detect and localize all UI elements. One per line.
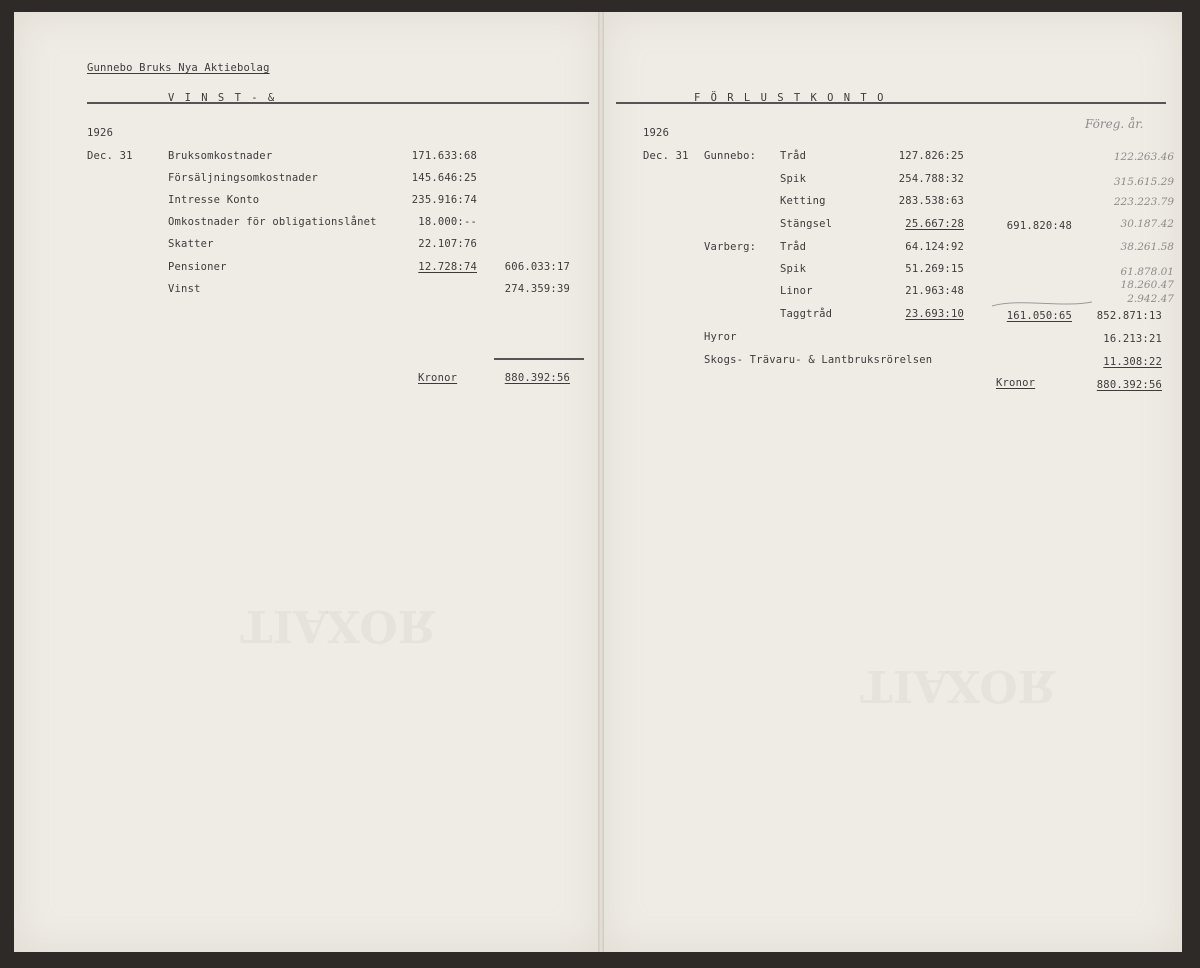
right-date: Dec. 31 bbox=[643, 150, 689, 162]
right-item-label: Spik bbox=[780, 263, 807, 275]
right-item-amount: 21.963:48 bbox=[905, 285, 964, 297]
right-heading-rule bbox=[616, 102, 1166, 104]
left-date: Dec. 31 bbox=[87, 150, 133, 162]
left-subtotal: 606.033:17 bbox=[504, 261, 570, 273]
handwritten-prev: 30.187.42 bbox=[1120, 218, 1174, 230]
left-entry-label: Intresse Konto bbox=[168, 194, 260, 206]
left-heading: V I N S T - & bbox=[168, 92, 277, 104]
handwritten-prev: 223.223.79 bbox=[1113, 196, 1174, 208]
page-fold bbox=[598, 12, 604, 952]
left-entry-amount: 171.633:68 bbox=[411, 150, 477, 162]
right-item-amount: 254.788:32 bbox=[898, 173, 964, 185]
left-entry-label: Bruksomkostnader bbox=[168, 150, 273, 162]
right-item-label: Ketting bbox=[780, 195, 826, 207]
left-total-rule bbox=[494, 358, 584, 360]
right-item-amount: 51.269:15 bbox=[905, 263, 964, 275]
left-heading-rule bbox=[87, 102, 589, 104]
left-total: 880.392:56 bbox=[504, 372, 570, 384]
pencil-stroke bbox=[990, 296, 1095, 310]
right-item-amount: 64.124:92 bbox=[905, 241, 964, 253]
left-entry-label: Omkostnader för obligationslånet bbox=[168, 216, 377, 228]
right-year: 1926 bbox=[643, 127, 670, 139]
left-profit-amount: 274.359:39 bbox=[504, 283, 570, 295]
hyror-label: Hyror bbox=[704, 331, 737, 343]
right-heading: F Ö R L U S T K O N T O bbox=[694, 92, 886, 104]
handwritten-prev: 61.878.01 bbox=[1120, 266, 1174, 278]
right-item-amount: 23.693:10 bbox=[905, 308, 964, 320]
company-name: Gunnebo Bruks Nya Aktiebolag bbox=[87, 62, 270, 74]
handwritten-prev: 315.615.29 bbox=[1113, 176, 1174, 188]
right-subtotal-varberg: 161.050:65 bbox=[1006, 310, 1072, 322]
handwritten-prev-year-header: Föreg. år. bbox=[1085, 117, 1144, 131]
handwritten-prev: 2.942.47 bbox=[1127, 293, 1174, 305]
skogs-label: Skogs- Trävaru- & Lantbruksrörelsen bbox=[704, 354, 933, 366]
left-year: 1926 bbox=[87, 127, 114, 139]
left-entry-label: Pensioner bbox=[168, 261, 227, 273]
group-varberg: Varberg: bbox=[704, 241, 757, 253]
right-item-label: Tråd bbox=[780, 150, 807, 162]
left-entry-label: Skatter bbox=[168, 238, 214, 250]
right-item-label: Tråd bbox=[780, 241, 807, 253]
right-item-label: Taggtråd bbox=[780, 308, 833, 320]
handwritten-prev: 38.261.58 bbox=[1120, 241, 1174, 253]
handwritten-prev: 18.260.47 bbox=[1120, 279, 1174, 291]
left-entry-amount: 145.646:25 bbox=[411, 172, 477, 184]
left-entry-amount: 235.916:74 bbox=[411, 194, 477, 206]
left-entry-amount: 18.000:-- bbox=[418, 216, 477, 228]
left-entry-amount: 12.728:74 bbox=[418, 261, 477, 273]
right-subtotal-gunnebo: 691.820:48 bbox=[1006, 220, 1072, 232]
right-total-label: Kronor bbox=[996, 377, 1036, 389]
right-item-label: Spik bbox=[780, 173, 807, 185]
right-item-amount: 283.538:63 bbox=[898, 195, 964, 207]
left-entry-label: Vinst bbox=[168, 283, 201, 295]
right-item-amount: 25.667:28 bbox=[905, 218, 964, 230]
skogs-amount: 11.308:22 bbox=[1103, 356, 1162, 368]
right-combined-subtotal: 852.871:13 bbox=[1096, 310, 1162, 322]
right-item-amount: 127.826:25 bbox=[898, 150, 964, 162]
handwritten-prev: 122.263.46 bbox=[1113, 151, 1174, 163]
left-total-label: Kronor bbox=[418, 372, 458, 384]
right-total: 880.392:56 bbox=[1096, 379, 1162, 391]
right-item-label: Stängsel bbox=[780, 218, 833, 230]
hyror-amount: 16.213:21 bbox=[1103, 333, 1162, 345]
group-gunnebo: Gunnebo: bbox=[704, 150, 757, 162]
right-item-label: Linor bbox=[780, 285, 813, 297]
left-entry-amount: 22.107:76 bbox=[418, 238, 477, 250]
left-entry-label: Försäljningsomkostnader bbox=[168, 172, 318, 184]
